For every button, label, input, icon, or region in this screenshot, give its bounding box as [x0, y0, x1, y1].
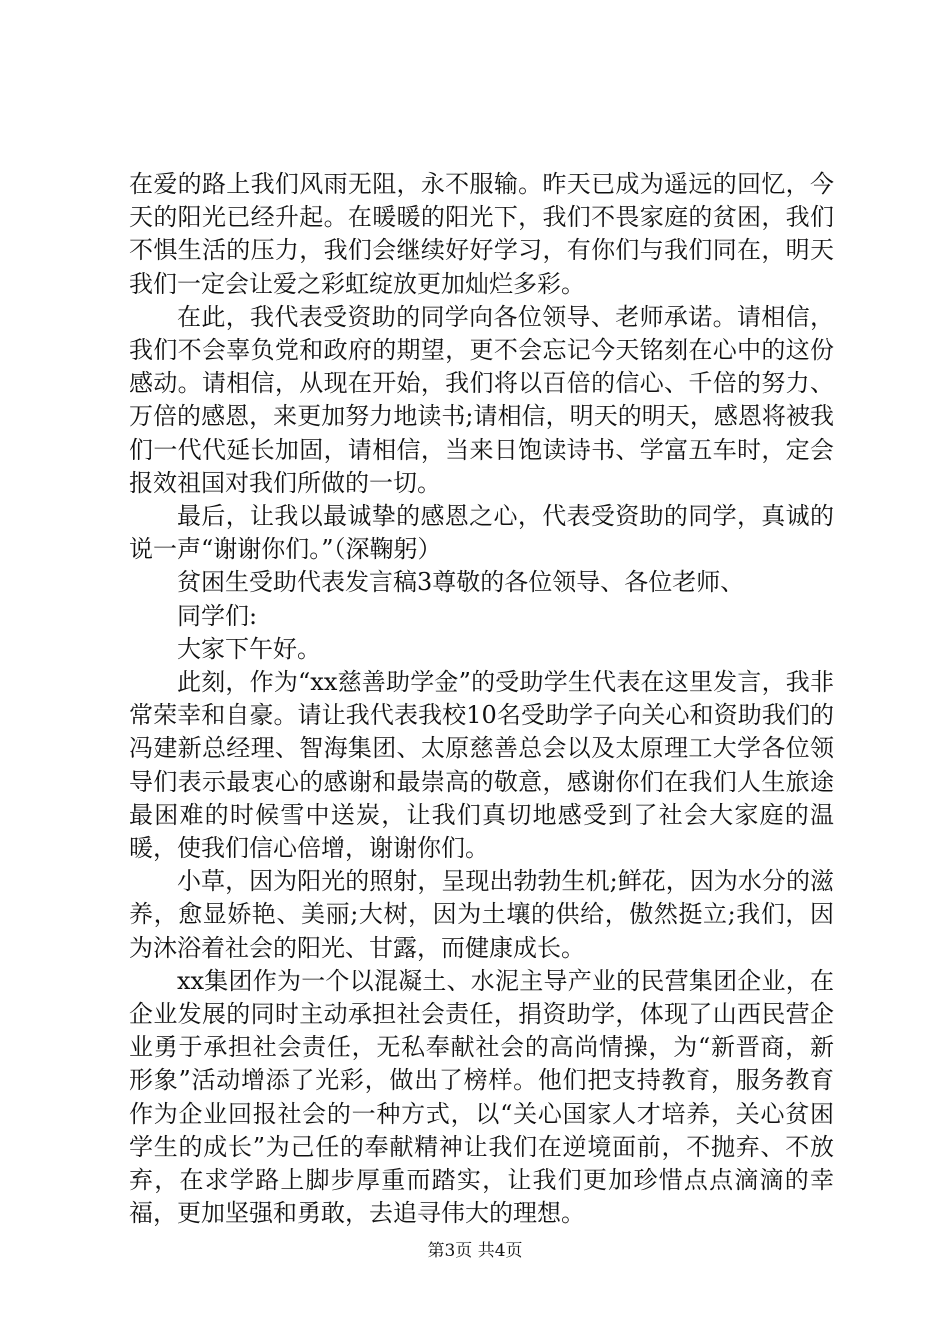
- page-number-footer: 第3页 共4页: [427, 1241, 523, 1261]
- paragraph: 最后，让我以最诚挚的感恩之心，代表受资助的同学，真诚的说一声“谢谢你们。”（深鞠躬）: [129, 502, 834, 564]
- paragraph: xx集团作为一个以混凝土、水泥主导产业的民营集团企业，在企业发展的同时主动承担社会责任，捐资助学，体现了山西民营企业勇于承担社会责任，无私奉献社会的高尚情操，为“新晋商，新形象”活动增添了光彩，做出了榜样。他们把支持教育，服务教育作为企业回报社会的一种方式，以“关心国家人才培养，关心贫困学生的成长”为己任的奉献精神让我们在逆境面前，不抛弃、不放弃，在求学路上脚步厚重而踏实，让我们更加珍惜点点滴滴的幸福，更加坚强和勇敢，去追寻伟大的理想。: [129, 966, 834, 1228]
- paragraph-salutation: 同学们:: [177, 601, 258, 630]
- paragraph-heading: 贫困生受助代表发言稿3尊敬的各位领导、各位老师、: [177, 568, 745, 597]
- paragraph: 在此，我代表受资助的同学向各位领导、老师承诺。请相信，我们不会辜负党和政府的期望，更不会忘记今天铭刻在心中的这份感动。请相信，从现在开始，我们将以百倍的信心、千倍的努力、万倍的感恩，来更加努力地读书;请相信，明天的明天，感恩将被我们一代代延长加固，请相信，当来日饱读诗书、学富五车时，定会报效祖国对我们所做的一切。: [129, 302, 834, 497]
- paragraph: 此刻，作为“xx慈善助学金”的受助学生代表在这里发言，我非常荣幸和自豪。请让我代表我校10名受助学子向关心和资助我们的冯建新总经理、智海集团、太原慈善总会以及太原理工大学各位领导们表示最衷心的感谢和最崇高的敬意，感谢你们在我们人生旅途最困难的时候雪中送炭，让我们真切地感受到了社会大家庭的温暖，使我们信心倍增，谢谢你们。: [129, 668, 834, 863]
- paragraph: 小草，因为阳光的照射，呈现出勃勃生机;鲜花，因为水分的滋养，愈显娇艳、美丽;大树，因为土壤的供给，傲然挺立;我们，因为沐浴着社会的阳光、甘露，而健康成长。: [129, 867, 834, 962]
- document-body: [129, 168, 834, 1231]
- paragraph: 在爱的路上我们风雨无阻，永不服输。昨天已成为遥远的回忆，今天的阳光已经升起。在暖暖的阳光下，我们不畏家庭的贫困，我们不惧生活的压力，我们会继续好好学习，有你们与我们同在，明天我们一定会让爱之彩虹绽放更加灿烂多彩。: [129, 170, 834, 298]
- paragraph-greeting: 大家下午好。: [177, 634, 321, 663]
